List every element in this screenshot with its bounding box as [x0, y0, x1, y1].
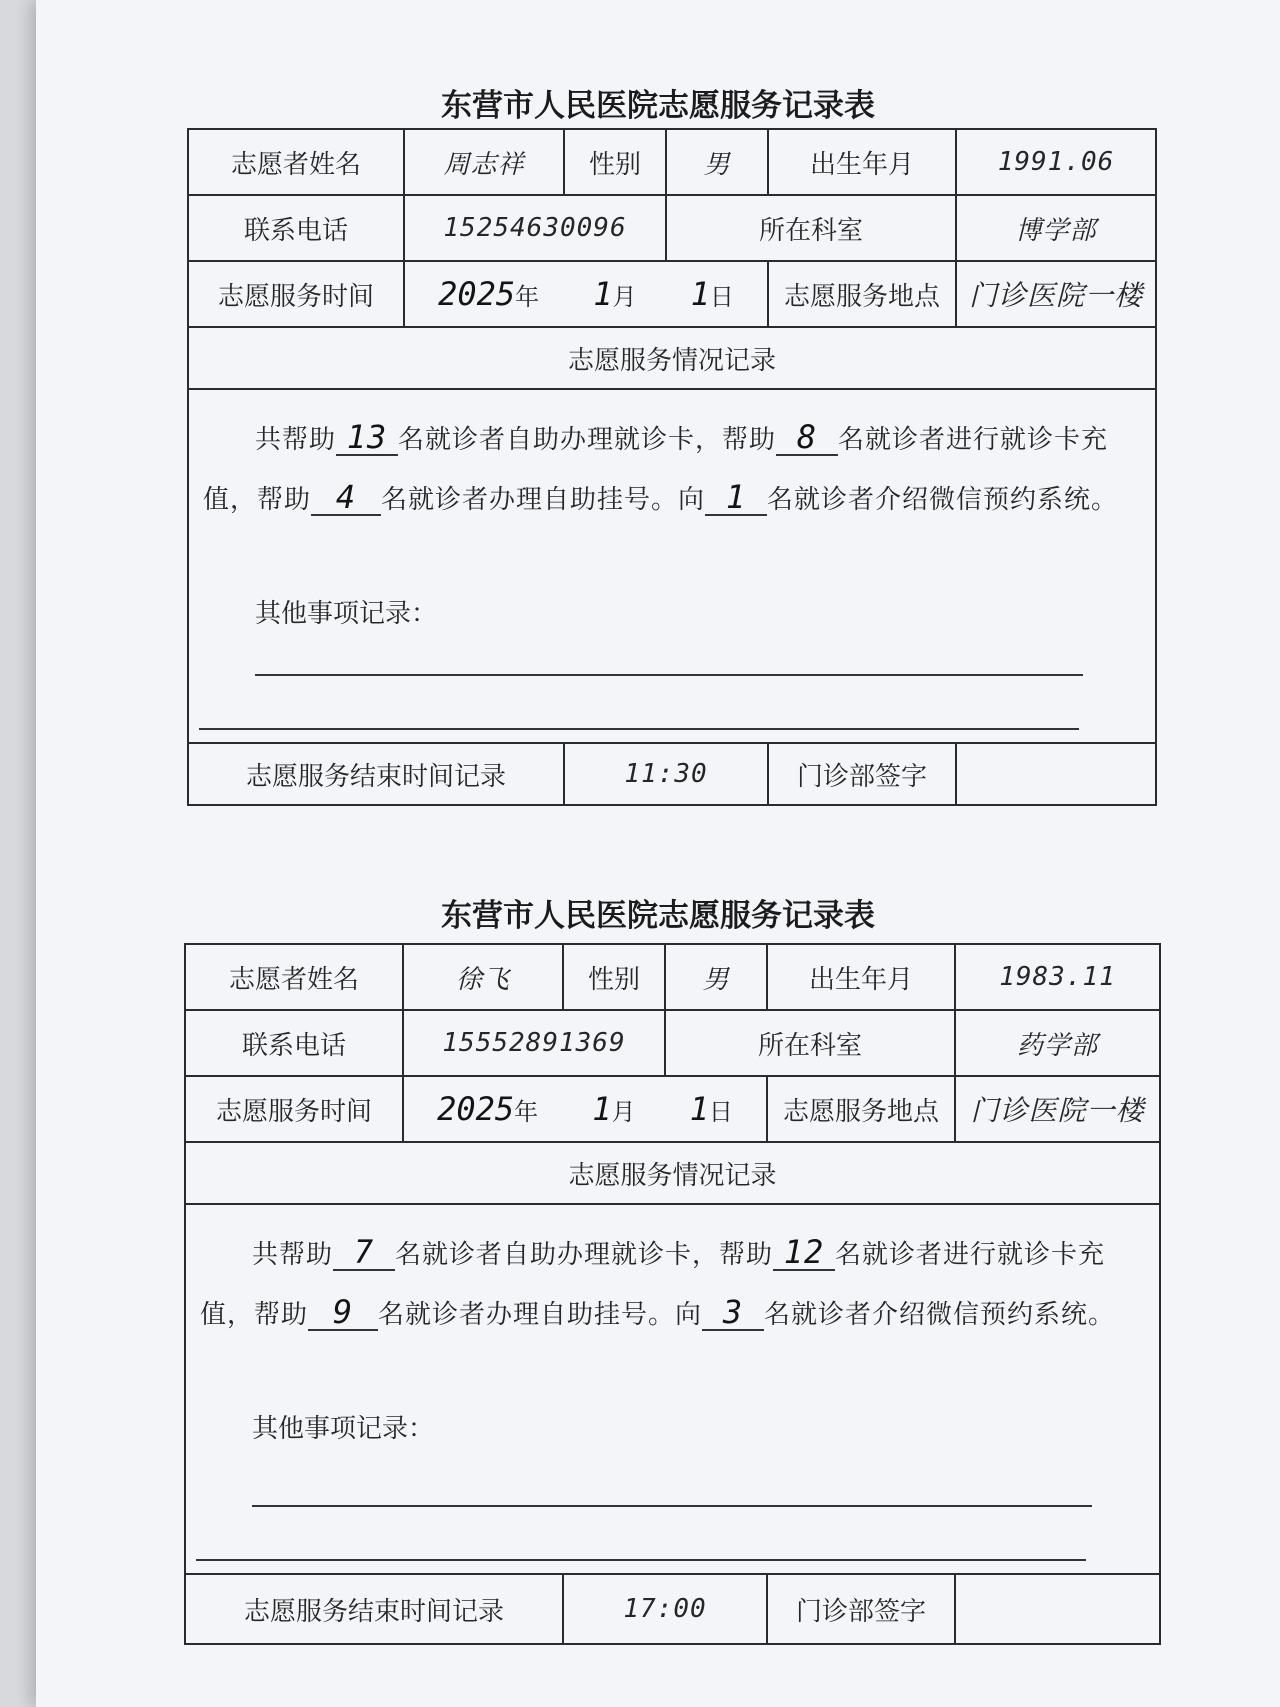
- section-header: 志愿服务情况记录: [185, 1142, 1160, 1204]
- narrative-text: 共帮助 13 名就诊者自助办理就诊卡，帮助 8 名就诊者进行就诊卡充值，帮助 4 名就诊者办理自助挂号。向 1 名就诊者介绍微信预约系统。: [203, 418, 1119, 516]
- day-value: 1: [689, 1090, 709, 1128]
- fill-card-count: 7: [333, 1235, 395, 1271]
- month-unit: 月: [612, 283, 637, 311]
- section-header: 志愿服务情况记录: [188, 327, 1156, 389]
- birth-value: 1991.06: [956, 129, 1156, 195]
- record-form-2: [36, 0, 1280, 1707]
- signature-label: 门诊部签字: [768, 743, 956, 805]
- fill-wechat-count: 3: [702, 1295, 764, 1331]
- service-time-label: 志愿服务时间: [188, 261, 404, 327]
- fill-register-count: 4: [311, 480, 381, 516]
- name-value: 徐飞: [403, 944, 563, 1010]
- year-value: 2025: [437, 1090, 515, 1128]
- fill-wechat-count: 1: [705, 480, 767, 516]
- day-value: 1: [690, 275, 710, 313]
- notes-line: [252, 1505, 1092, 1507]
- notes-line: [196, 1559, 1086, 1561]
- department-value: 博学部: [956, 195, 1156, 261]
- service-place-label: 志愿服务地点: [768, 261, 956, 327]
- gender-value: 男: [665, 944, 767, 1010]
- signature-label: 门诊部签字: [767, 1574, 955, 1644]
- year-unit: 年: [514, 1098, 539, 1126]
- row-service: [185, 1076, 1160, 1142]
- service-place-value: 门诊医院一楼: [955, 1076, 1160, 1142]
- form-table: [184, 943, 1161, 1645]
- narrative-cell: [185, 1204, 1160, 1574]
- birth-value: 1983.11: [955, 944, 1160, 1010]
- month-unit: 月: [611, 1098, 636, 1126]
- year-value: 2025: [438, 275, 516, 313]
- department-label: 所在科室: [666, 195, 956, 261]
- row-narrative: [185, 1204, 1160, 1574]
- month-value: 1: [592, 1090, 612, 1128]
- row-name: [185, 944, 1160, 1010]
- row-end: [185, 1574, 1160, 1644]
- service-date: [403, 1076, 767, 1142]
- day-unit: 日: [708, 1098, 733, 1126]
- narrative-text: 共帮助 7 名就诊者自助办理就诊卡，帮助 12 名就诊者进行就诊卡充值，帮助 9 名就诊者办理自助挂号。向 3 名就诊者介绍微信预约系统。: [200, 1233, 1116, 1331]
- fill-card-count: 13: [336, 420, 398, 456]
- phone-label: 联系电话: [185, 1010, 403, 1076]
- name-label: 志愿者姓名: [188, 129, 404, 195]
- gender-label: 性别: [564, 129, 666, 195]
- end-time-label: 志愿服务结束时间记录: [188, 743, 564, 805]
- name-value: 周志祥: [404, 129, 564, 195]
- end-time-label: 志愿服务结束时间记录: [185, 1574, 563, 1644]
- department-label: 所在科室: [665, 1010, 955, 1076]
- year-unit: 年: [515, 283, 540, 311]
- service-place-label: 志愿服务地点: [767, 1076, 955, 1142]
- service-time-label: 志愿服务时间: [185, 1076, 403, 1142]
- other-notes-label: 其他事项记录：: [255, 599, 438, 629]
- form-title: 东营市人民医院志愿服务记录表: [441, 88, 875, 124]
- paper-sheet: [36, 0, 1280, 1707]
- row-section: [185, 1142, 1160, 1204]
- row-phone: [185, 1010, 1160, 1076]
- birth-label: 出生年月: [768, 129, 956, 195]
- signature-value: [955, 1574, 1160, 1644]
- fill-register-count: 9: [308, 1295, 378, 1331]
- fill-recharge-count: 12: [773, 1235, 835, 1271]
- department-value: 药学部: [955, 1010, 1160, 1076]
- end-time-value: 11:30: [564, 743, 768, 805]
- fill-recharge-count: 8: [776, 420, 838, 456]
- gender-label: 性别: [563, 944, 665, 1010]
- birth-label: 出生年月: [767, 944, 955, 1010]
- gender-value: 男: [666, 129, 768, 195]
- phone-label: 联系电话: [188, 195, 404, 261]
- day-unit: 日: [709, 283, 734, 311]
- name-label: 志愿者姓名: [185, 944, 403, 1010]
- phone-value: 15552891369: [403, 1010, 665, 1076]
- phone-value: 15254630096: [404, 195, 666, 261]
- end-time-value: 17:00: [563, 1574, 767, 1644]
- month-value: 1: [593, 275, 613, 313]
- other-notes-label: 其他事项记录：: [252, 1414, 435, 1444]
- form-title: 东营市人民医院志愿服务记录表: [441, 898, 875, 934]
- service-place-value: 门诊医院一楼: [956, 261, 1156, 327]
